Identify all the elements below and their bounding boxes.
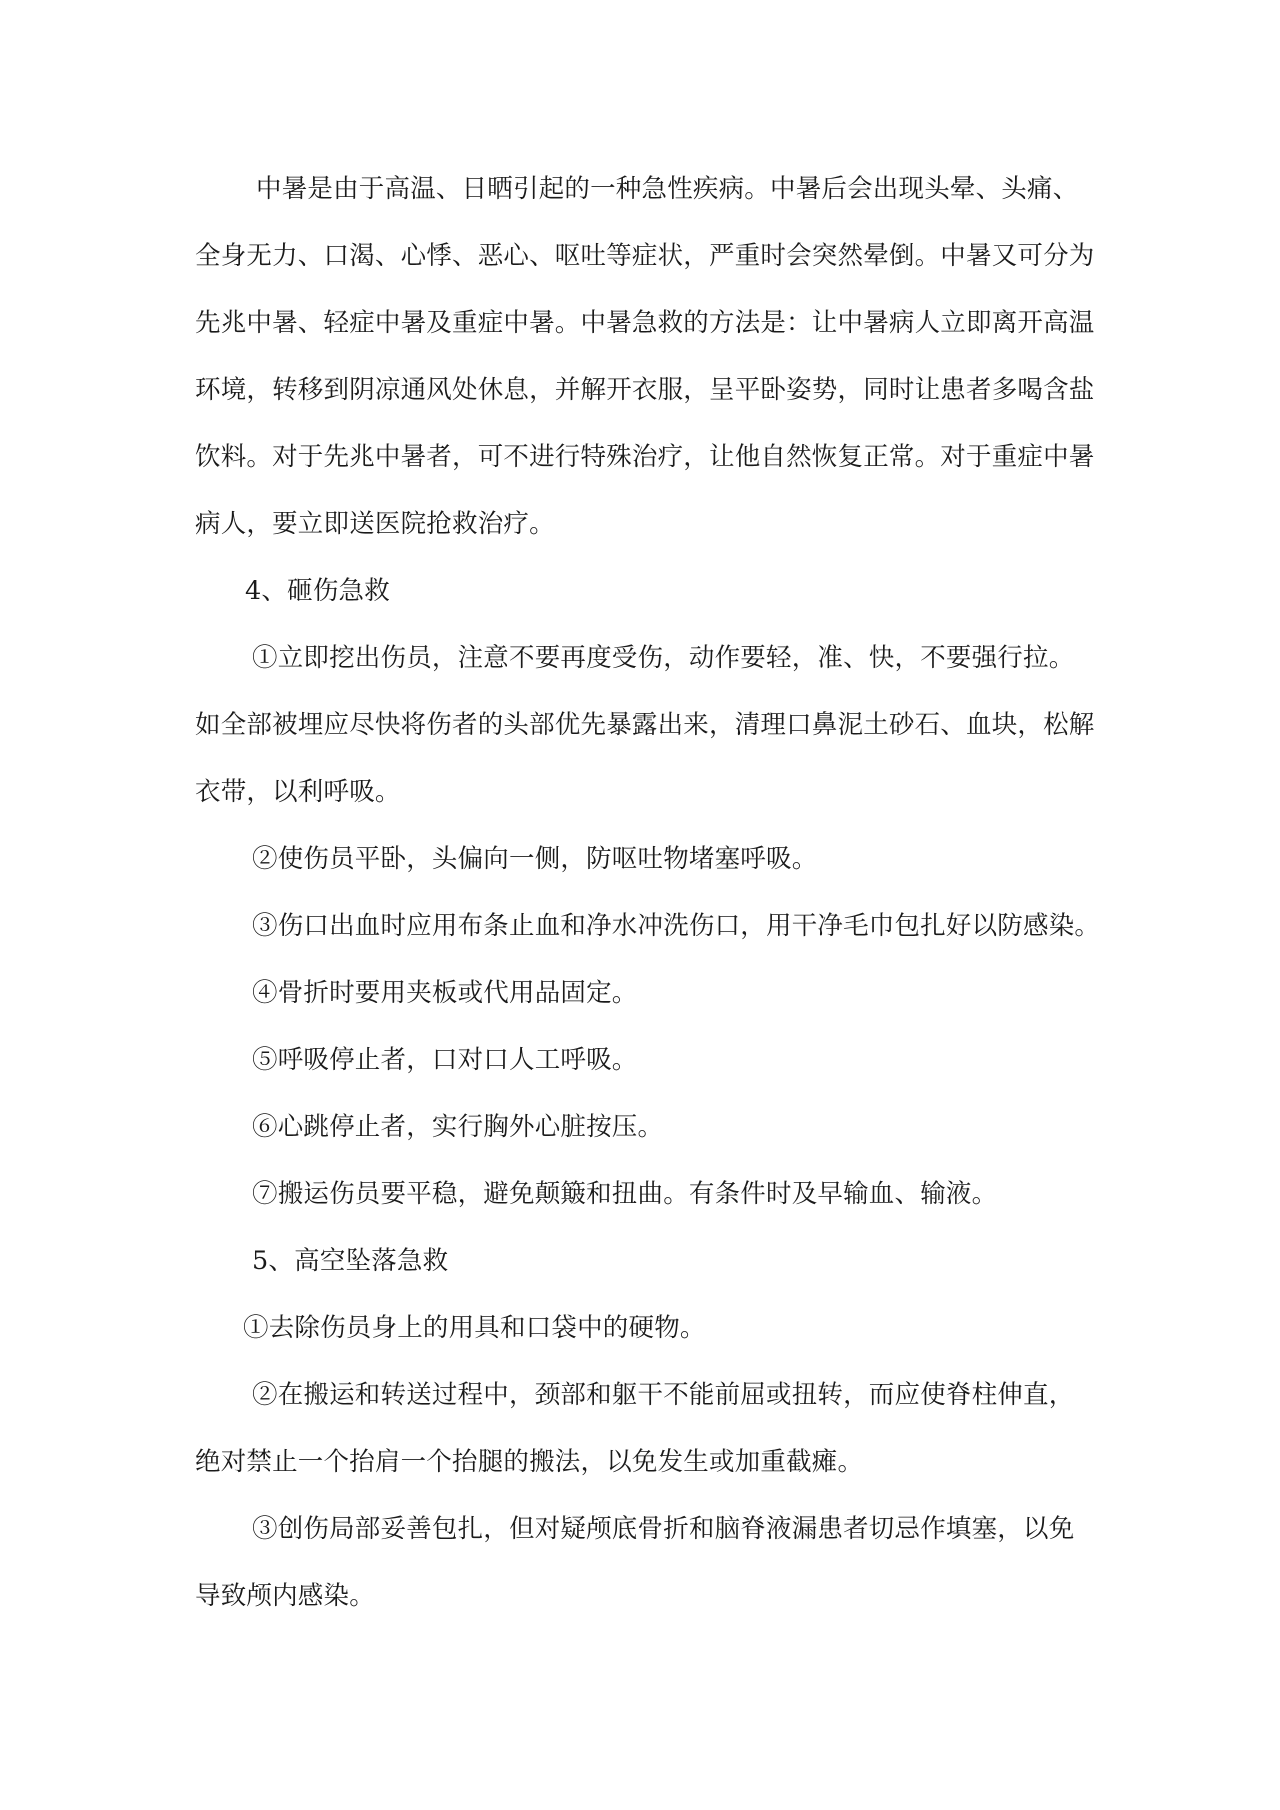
fall-item-1: ①去除伤员身上的用具和口袋中的硬物。 <box>243 1313 706 1343</box>
section-heading-crush-injury: 4、砸伤急救 <box>245 576 390 606</box>
crush-item-1-line-2: 如全部被埋应尽快将伤者的头部优先暴露出来，清理口鼻泥土砂石、血块，松解 <box>195 710 1095 740</box>
section-heading-fall-from-height: 5、高空坠落急救 <box>252 1246 449 1276</box>
crush-item-1-line-1: ①立即挖出伤员，注意不要再度受伤，动作要轻，准、快，不要强行拉。 <box>252 643 1075 673</box>
fall-item-2-line-2: 绝对禁止一个抬肩一个抬腿的搬法，以免发生或加重截瘫。 <box>195 1447 864 1477</box>
crush-item-7: ⑦搬运伤员要平稳，避免颠簸和扭曲。有条件时及早输血、输液。 <box>252 1179 998 1209</box>
heatstroke-paragraph-line-1: 中暑是由于高温、日晒引起的一种急性疾病。中暑后会出现头晕、头痛、 <box>256 174 1079 204</box>
crush-item-2: ②使伤员平卧，头偏向一侧，防呕吐物堵塞呼吸。 <box>252 844 818 874</box>
crush-item-6: ⑥心跳停止者，实行胸外心脏按压。 <box>252 1112 664 1142</box>
heatstroke-paragraph-line-3: 先兆中暑、轻症中暑及重症中暑。中暑急救的方法是：让中暑病人立即离开高温 <box>195 308 1095 338</box>
crush-item-1-line-3: 衣带，以利呼吸。 <box>195 777 401 807</box>
fall-item-3-line-1: ③创伤局部妥善包扎，但对疑颅底骨折和脑脊液漏患者切忌作填塞，以免 <box>252 1514 1075 1544</box>
heatstroke-paragraph-line-5: 饮料。对于先兆中暑者，可不进行特殊治疗，让他自然恢复正常。对于重症中暑 <box>195 442 1095 472</box>
heatstroke-paragraph-line-2: 全身无力、口渴、心悸、恶心、呕吐等症状，严重时会突然晕倒。中暑又可分为 <box>195 241 1095 271</box>
fall-item-2-line-1: ②在搬运和转送过程中，颈部和躯干不能前屈或扭转，而应使脊柱伸直， <box>252 1380 1075 1410</box>
crush-item-4: ④骨折时要用夹板或代用品固定。 <box>252 978 638 1008</box>
heatstroke-paragraph-line-6: 病人，要立即送医院抢救治疗。 <box>195 509 555 539</box>
crush-item-3: ③伤口出血时应用布条止血和净水冲洗伤口，用干净毛巾包扎好以防感染。 <box>252 911 1101 941</box>
crush-item-5: ⑤呼吸停止者，口对口人工呼吸。 <box>252 1045 638 1075</box>
fall-item-3-line-2: 导致颅内感染。 <box>195 1581 375 1611</box>
heatstroke-paragraph-line-4: 环境，转移到阴凉通风处休息，并解开衣服，呈平卧姿势，同时让患者多喝含盐 <box>195 375 1095 405</box>
